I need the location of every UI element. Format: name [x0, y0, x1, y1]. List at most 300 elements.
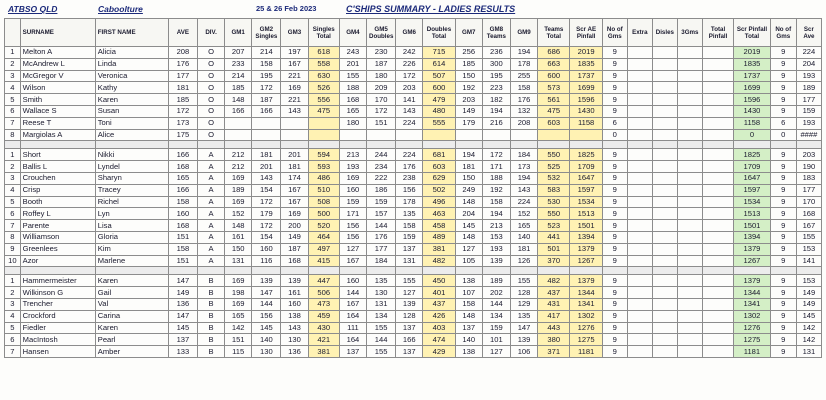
cell-gm2: 172 [252, 82, 281, 94]
col-header: No of Gms [602, 19, 627, 47]
cell-gm7: 137 [455, 322, 482, 334]
cell-first-name: Amber [95, 346, 168, 358]
cell-gm7: 203 [455, 94, 482, 106]
cell-gm4: 111 [339, 322, 366, 334]
cell-three-gms [677, 105, 702, 117]
col-header: DIV. [198, 19, 225, 47]
table-row [5, 149, 822, 161]
cell-gm5: 130 [367, 287, 396, 299]
cell-gm2: 195 [252, 70, 281, 82]
cell-gm6: 224 [396, 117, 423, 129]
cell-gm6: 176 [396, 161, 423, 173]
cell-total-pinfall [702, 70, 733, 82]
separator-cell [455, 267, 482, 275]
cell-doubles-total: 629 [423, 172, 455, 184]
cell-scr-average: 131 [796, 346, 821, 358]
cell-gm9: 208 [510, 117, 537, 129]
cell-scr-pinfall-total: 1825 [734, 149, 771, 161]
separator-cell [423, 267, 455, 275]
cell-gm1: 207 [225, 47, 252, 59]
cell-gm9: 155 [510, 275, 537, 287]
cell-games-count: 9 [602, 58, 627, 70]
cell-gm4: 188 [339, 82, 366, 94]
cell-total-pinfall [702, 220, 733, 232]
cell-gm5: 177 [367, 243, 396, 255]
separator-cell [396, 267, 423, 275]
cell-gm2: 154 [252, 184, 281, 196]
cell-scr-games-count: 9 [770, 208, 796, 220]
col-header: Scr Pinfall Total [734, 19, 771, 47]
cell-total-pinfall [702, 58, 733, 70]
cell-extra [627, 310, 652, 322]
cell-total-pinfall [702, 172, 733, 184]
cell-extra [627, 196, 652, 208]
separator-cell [510, 267, 537, 275]
cell-surname: Smith [20, 94, 95, 106]
cell-pos: 7 [5, 346, 21, 358]
cell-gm4: 243 [339, 47, 366, 59]
cell-gm9: 126 [510, 255, 537, 267]
cell-gm2: 160 [252, 243, 281, 255]
cell-gm7: 256 [455, 47, 482, 59]
cell-gm3: 138 [281, 310, 308, 322]
separator-cell [770, 267, 796, 275]
cell-gm6: 224 [396, 149, 423, 161]
cell-gm4: 201 [339, 58, 366, 70]
cell-division: A [198, 184, 225, 196]
table-row [5, 220, 822, 232]
cell-scr-pinfall-total: 1513 [734, 208, 771, 220]
cell-singles-total: 526 [308, 82, 339, 94]
separator-cell [627, 141, 652, 149]
cell-gm9: 147 [510, 322, 537, 334]
cell-gm8: 171 [482, 161, 510, 173]
cell-first-name: Pearl [95, 334, 168, 346]
table-row [5, 208, 822, 220]
cell-singles-total: 381 [308, 346, 339, 358]
cell-three-gms [677, 231, 702, 243]
cell-gm5: 180 [367, 70, 396, 82]
cell-games-count: 9 [602, 287, 627, 299]
cell-games-count: 9 [602, 346, 627, 358]
cell-games-count: 9 [602, 231, 627, 243]
cell-division: B [198, 298, 225, 310]
cell-pos: 4 [5, 310, 21, 322]
cell-gm1: 152 [225, 208, 252, 220]
cell-gm8: 153 [482, 231, 510, 243]
cell-singles-total: 630 [308, 70, 339, 82]
cell-doubles-total: 403 [423, 322, 455, 334]
cell-first-name: Karen [95, 94, 168, 106]
cell-average: 147 [168, 275, 197, 287]
cell-gm5: 131 [367, 298, 396, 310]
cell-gm1: 131 [225, 255, 252, 267]
cell-gm3: 168 [281, 255, 308, 267]
cell-average: 137 [168, 334, 197, 346]
cell-singles-total: 520 [308, 220, 339, 232]
cell-scr-games-count: 9 [770, 47, 796, 59]
cell-gm5: 187 [367, 58, 396, 70]
cell-gm4: 180 [339, 117, 366, 129]
cell-gm2: 145 [252, 322, 281, 334]
cell-gm1: 169 [225, 298, 252, 310]
cell-surname: MacIntosh [20, 334, 95, 346]
cell-division: A [198, 196, 225, 208]
cell-gm8: 300 [482, 58, 510, 70]
cell-scr-average: 177 [796, 94, 821, 106]
cell-gm4: 168 [339, 94, 366, 106]
cell-first-name: Carina [95, 310, 168, 322]
cell-total-pinfall [702, 298, 733, 310]
cell-gm6: 172 [396, 70, 423, 82]
cell-doubles-total: 480 [423, 105, 455, 117]
cell-teams-total: 663 [538, 58, 570, 70]
table-row [5, 275, 822, 287]
cell-total-pinfall [702, 129, 733, 141]
cell-doubles-total: 437 [423, 298, 455, 310]
cell-teams-total: 561 [538, 94, 570, 106]
cell-gm8: 202 [482, 287, 510, 299]
cell-pos: 6 [5, 334, 21, 346]
cell-scr-ae-pinfall: 1379 [570, 275, 602, 287]
cell-disles [652, 117, 677, 129]
cell-division: B [198, 275, 225, 287]
cell-extra [627, 334, 652, 346]
cell-scr-ae-pinfall: 1513 [570, 208, 602, 220]
cell-extra [627, 184, 652, 196]
cell-scr-ae-pinfall: 1158 [570, 117, 602, 129]
cell-scr-games-count: 0 [770, 129, 796, 141]
cell-gm4: 127 [339, 243, 366, 255]
cell-scr-average: 204 [796, 58, 821, 70]
cell-scr-pinfall-total: 1430 [734, 105, 771, 117]
separator-cell [734, 141, 771, 149]
cell-scr-games-count: 9 [770, 58, 796, 70]
cell-gm9: 181 [510, 243, 537, 255]
cell-scr-pinfall-total: 1344 [734, 287, 771, 299]
separator-cell [677, 267, 702, 275]
cell-three-gms [677, 310, 702, 322]
cell-three-gms [677, 275, 702, 287]
cell-average: 208 [168, 47, 197, 59]
cell-disles [652, 243, 677, 255]
cell-extra [627, 220, 652, 232]
cell-scr-average: 141 [796, 255, 821, 267]
separator-cell [702, 141, 733, 149]
division-separator [5, 267, 822, 275]
cell-gm6: 226 [396, 58, 423, 70]
cell-gm1: 185 [225, 82, 252, 94]
cell-gm6: 137 [396, 346, 423, 358]
cell-gm3: 139 [281, 275, 308, 287]
cell-surname: Margiolas A [20, 129, 95, 141]
cell-gm4 [339, 129, 366, 141]
cell-gm3: 136 [281, 346, 308, 358]
cell-extra [627, 58, 652, 70]
cell-gm4: 171 [339, 208, 366, 220]
cell-teams-total: 431 [538, 298, 570, 310]
cell-doubles-total: 479 [423, 94, 455, 106]
cell-average: 158 [168, 243, 197, 255]
cell-gm2: 156 [252, 310, 281, 322]
cell-scr-pinfall-total: 1835 [734, 58, 771, 70]
cell-gm1 [225, 129, 252, 141]
cell-surname: Ballis L [20, 161, 95, 173]
cell-scr-average: 224 [796, 47, 821, 59]
cell-gm5: 155 [367, 322, 396, 334]
cell-surname: Azor [20, 255, 95, 267]
cell-games-count: 9 [602, 243, 627, 255]
cell-total-pinfall [702, 287, 733, 299]
cell-gm5: 244 [367, 149, 396, 161]
cell-singles-total: 430 [308, 322, 339, 334]
cell-first-name: Kathy [95, 82, 168, 94]
cell-extra [627, 105, 652, 117]
cell-gm5: 144 [367, 220, 396, 232]
cell-disles [652, 196, 677, 208]
cell-three-gms [677, 208, 702, 220]
cell-scr-games-count: 9 [770, 105, 796, 117]
cell-pos: 4 [5, 82, 21, 94]
cell-games-count: 9 [602, 196, 627, 208]
cell-teams-total: 371 [538, 346, 570, 358]
cell-teams-total: 550 [538, 208, 570, 220]
cell-scr-ae-pinfall: 1534 [570, 196, 602, 208]
separator-cell [702, 267, 733, 275]
cell-extra [627, 243, 652, 255]
cell-scr-games-count: 9 [770, 243, 796, 255]
cell-pos: 6 [5, 105, 21, 117]
cell-singles-total: 510 [308, 184, 339, 196]
cell-first-name: Alice [95, 129, 168, 141]
cell-pos: 2 [5, 58, 21, 70]
cell-extra [627, 149, 652, 161]
cell-disles [652, 105, 677, 117]
cell-first-name: Veronica [95, 70, 168, 82]
cell-gm6: 238 [396, 172, 423, 184]
cell-total-pinfall [702, 208, 733, 220]
cell-gm6: 166 [396, 334, 423, 346]
separator-cell [168, 141, 197, 149]
cell-gm4: 156 [339, 220, 366, 232]
cell-division: B [198, 322, 225, 334]
cell-gm7: 107 [455, 287, 482, 299]
cell-scr-games-count: 9 [770, 231, 796, 243]
cell-surname: Williamson [20, 231, 95, 243]
cell-teams-total: 501 [538, 243, 570, 255]
cell-scr-pinfall-total: 1596 [734, 94, 771, 106]
cell-scr-games-count: 9 [770, 287, 796, 299]
cell-gm2: 179 [252, 208, 281, 220]
separator-cell [281, 141, 308, 149]
cell-scr-ae-pinfall: 1344 [570, 287, 602, 299]
cell-gm2: 154 [252, 231, 281, 243]
cell-total-pinfall [702, 346, 733, 358]
col-header [5, 19, 21, 47]
table-row [5, 117, 822, 129]
cell-gm1: 115 [225, 346, 252, 358]
cell-surname: Roffey L [20, 208, 95, 220]
cell-division: O [198, 129, 225, 141]
cell-total-pinfall [702, 105, 733, 117]
cell-games-count: 9 [602, 47, 627, 59]
cell-singles-total: 506 [308, 287, 339, 299]
cell-division: A [198, 255, 225, 267]
cell-scr-ae-pinfall: 1596 [570, 94, 602, 106]
cell-three-gms [677, 322, 702, 334]
cell-gm7: 105 [455, 255, 482, 267]
cell-teams-total: 523 [538, 220, 570, 232]
cell-gm3 [281, 117, 308, 129]
cell-scr-average: 142 [796, 322, 821, 334]
separator-cell [652, 267, 677, 275]
cell-average: 176 [168, 58, 197, 70]
cell-doubles-total: 489 [423, 231, 455, 243]
cell-gm9: 194 [510, 172, 537, 184]
cell-first-name: Richel [95, 196, 168, 208]
cell-games-count: 9 [602, 310, 627, 322]
cell-gm2 [252, 117, 281, 129]
cell-gm9: 139 [510, 334, 537, 346]
cell-scr-average: 193 [796, 117, 821, 129]
cell-three-gms [677, 58, 702, 70]
cell-scr-average: 177 [796, 184, 821, 196]
cell-games-count: 9 [602, 334, 627, 346]
cell-gm9: 158 [510, 82, 537, 94]
cell-gm3: 187 [281, 243, 308, 255]
cell-pos: 8 [5, 231, 21, 243]
cell-scr-games-count: 9 [770, 334, 796, 346]
cell-pos: 6 [5, 208, 21, 220]
cell-games-count: 9 [602, 322, 627, 334]
cell-gm7: 148 [455, 196, 482, 208]
cell-division: O [198, 105, 225, 117]
cell-gm7: 148 [455, 231, 482, 243]
cell-gm1: 169 [225, 275, 252, 287]
cell-surname: Melton A [20, 47, 95, 59]
cell-three-gms [677, 255, 702, 267]
col-header: AVE [168, 19, 197, 47]
cell-disles [652, 58, 677, 70]
cell-games-count: 9 [602, 149, 627, 161]
cell-gm8: 188 [482, 172, 510, 184]
col-header: GM5 Doubles [367, 19, 396, 47]
cell-first-name: Karen [95, 322, 168, 334]
cell-first-name: Sharyn [95, 172, 168, 184]
cell-gm1: 189 [225, 184, 252, 196]
cell-gm3: 143 [281, 105, 308, 117]
cell-gm1: 169 [225, 172, 252, 184]
cell-teams-total: 482 [538, 275, 570, 287]
cell-gm8: 194 [482, 105, 510, 117]
cell-scr-average: 167 [796, 220, 821, 232]
separator-cell [455, 141, 482, 149]
cell-pos: 9 [5, 243, 21, 255]
division-separator [5, 141, 822, 149]
separator-cell [627, 267, 652, 275]
separator-cell [339, 267, 366, 275]
cell-scr-pinfall-total: 0 [734, 129, 771, 141]
table-row [5, 94, 822, 106]
cell-scr-pinfall-total: 1275 [734, 334, 771, 346]
cell-surname: Reese T [20, 117, 95, 129]
cell-games-count: 9 [602, 208, 627, 220]
cell-pos: 5 [5, 196, 21, 208]
cell-singles-total: 475 [308, 105, 339, 117]
location: Caboolture [98, 4, 143, 14]
cell-disles [652, 82, 677, 94]
cell-games-count: 9 [602, 70, 627, 82]
cell-average: 133 [168, 346, 197, 358]
cell-scr-average: 149 [796, 287, 821, 299]
cell-average: 173 [168, 117, 197, 129]
cell-doubles-total [423, 129, 455, 141]
cell-gm6 [396, 129, 423, 141]
separator-cell [20, 141, 95, 149]
cell-scr-average: #### [796, 129, 821, 141]
cell-scr-ae-pinfall: 1430 [570, 105, 602, 117]
cell-gm8: 223 [482, 82, 510, 94]
cell-gm2: 147 [252, 287, 281, 299]
cell-gm8: 144 [482, 298, 510, 310]
cell-pos: 3 [5, 172, 21, 184]
cell-average: 136 [168, 298, 197, 310]
cell-disles [652, 231, 677, 243]
separator-cell [602, 267, 627, 275]
cell-extra [627, 129, 652, 141]
cell-gm4: 156 [339, 231, 366, 243]
cell-scr-ae-pinfall: 1647 [570, 172, 602, 184]
cell-total-pinfall [702, 149, 733, 161]
sheet-title: C'SHIPS SUMMARY - LADIES RESULTS [346, 4, 516, 14]
separator-cell [252, 141, 281, 149]
cell-scr-pinfall-total: 1379 [734, 243, 771, 255]
cell-disles [652, 346, 677, 358]
table-row [5, 231, 822, 243]
cell-gm1: 198 [225, 287, 252, 299]
cell-gm7: 192 [455, 82, 482, 94]
cell-disles [652, 220, 677, 232]
cell-singles-total: 464 [308, 231, 339, 243]
cell-gm4: 160 [339, 184, 366, 196]
cell-gm1: 214 [225, 70, 252, 82]
cell-surname: Short [20, 149, 95, 161]
cell-gm3: 174 [281, 172, 308, 184]
separator-cell [198, 267, 225, 275]
cell-surname: Wilkinson G [20, 287, 95, 299]
cell-gm2: 140 [252, 334, 281, 346]
event-date: 25 & 26 Feb 2023 [256, 4, 317, 13]
cell-pos: 1 [5, 149, 21, 161]
cell-gm8: 192 [482, 184, 510, 196]
cell-scr-games-count: 9 [770, 172, 796, 184]
cell-gm1: 142 [225, 322, 252, 334]
cell-total-pinfall [702, 255, 733, 267]
cell-gm6: 137 [396, 322, 423, 334]
cell-three-gms [677, 172, 702, 184]
col-header: GM8 Teams [482, 19, 510, 47]
cell-scr-ae-pinfall: 1825 [570, 149, 602, 161]
cell-disles [652, 172, 677, 184]
cell-gm7: 148 [455, 310, 482, 322]
cell-scr-pinfall-total: 1737 [734, 70, 771, 82]
cell-gm5: 184 [367, 255, 396, 267]
cell-gm5: 230 [367, 47, 396, 59]
cell-scr-pinfall-total: 1158 [734, 117, 771, 129]
cell-scr-ae-pinfall: 1302 [570, 310, 602, 322]
cell-gm9: 143 [510, 184, 537, 196]
cell-teams-total [538, 129, 570, 141]
